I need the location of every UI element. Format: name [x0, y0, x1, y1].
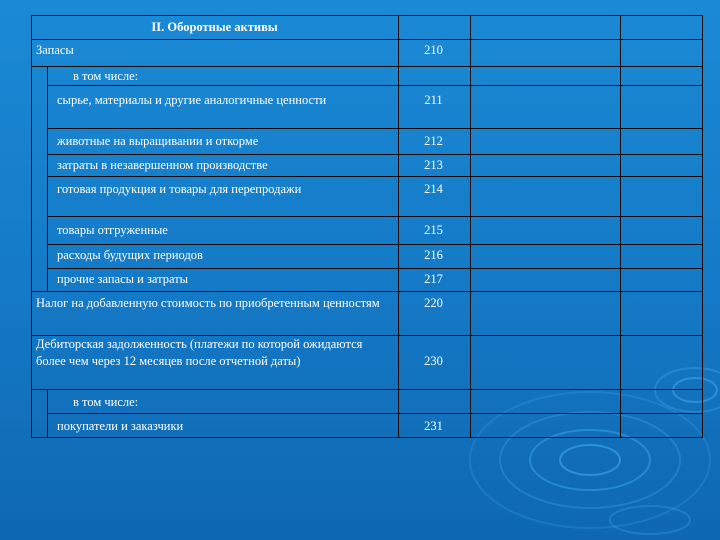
row-label: в том числе: [73, 395, 139, 409]
grid-line [47, 413, 703, 414]
row-code: 211 [424, 93, 443, 107]
row-label: покупатели и заказчики [57, 419, 184, 433]
row-label: Запасы [36, 43, 74, 57]
grid-line [47, 389, 48, 438]
row-code: 214 [424, 182, 443, 196]
row-label: в том числе: [73, 69, 139, 83]
row-label: животные на выращивании и откорме [57, 134, 259, 148]
grid-line [47, 244, 703, 245]
grid-line [620, 15, 621, 438]
row-code: 231 [424, 419, 443, 433]
row-code: 217 [424, 272, 443, 286]
row-code: 216 [424, 248, 443, 262]
row-code: 212 [424, 134, 443, 148]
grid-line [47, 154, 703, 155]
grid-line [47, 176, 703, 177]
grid-line [470, 15, 471, 438]
row-code: 210 [424, 43, 443, 57]
grid-line [702, 15, 703, 438]
row-label: расходы будущих периодов [57, 248, 203, 262]
row-label: прочие запасы и затраты [57, 272, 189, 286]
row-label: товары отгруженные [57, 223, 168, 237]
grid-line [31, 66, 703, 67]
grid-line [47, 268, 703, 269]
row-label: готовая продукция и товары для перепродажи [57, 182, 302, 196]
grid-line [31, 291, 703, 292]
grid-line [47, 216, 703, 217]
row-code: 220 [424, 296, 443, 310]
grid-line [31, 15, 703, 16]
row-label: затраты в незавершенном производстве [57, 158, 268, 172]
grid-line [47, 85, 703, 86]
row-code: 215 [424, 223, 443, 237]
grid-line [31, 437, 703, 438]
row-label: сырье, материалы и другие аналогичные ценности [57, 93, 327, 107]
row-code: 213 [424, 158, 443, 172]
grid-line [31, 389, 703, 390]
row-code: 230 [424, 354, 443, 368]
grid-line [31, 15, 32, 438]
grid-line [47, 66, 48, 291]
row-label: Налог на добавленную стоимость по приобретенным ценностям [36, 296, 380, 310]
row-label: Дебиторская задолженность (платежи по которой ожидаются более чем через 12 месяцев после отчетной даты) [36, 337, 363, 368]
grid-line [31, 39, 703, 40]
balance-table [31, 15, 703, 438]
grid-line [47, 128, 703, 129]
section-title: II. Оборотные активы [151, 20, 278, 34]
